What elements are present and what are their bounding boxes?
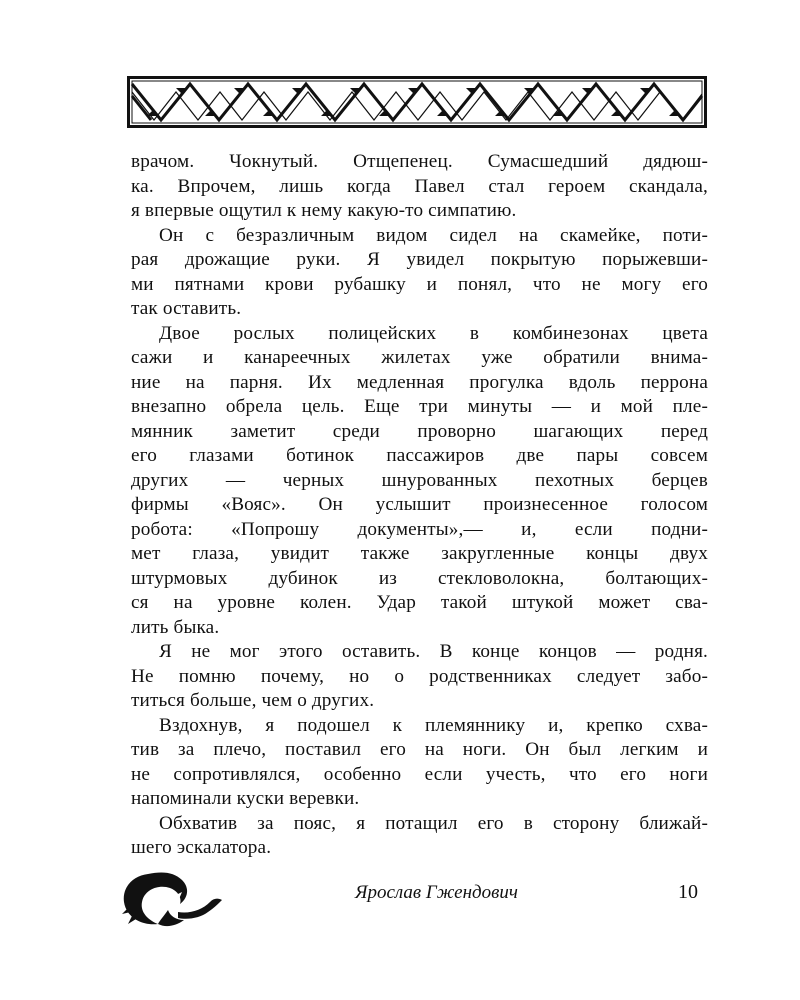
- text-line: других — черных шнурованных пехотных берцев: [131, 469, 708, 491]
- text-line: рая дрожащие руки. Я увидел покрытую порыжевши-: [131, 249, 708, 270]
- text-line: я впервые ощутил к нему какую-то симпатию.: [131, 200, 517, 221]
- paragraph: [131, 322, 708, 641]
- page-number: 10: [678, 881, 698, 903]
- paragraph: [131, 714, 708, 812]
- book-author: Ярослав Гжендович: [355, 882, 518, 903]
- text-line: Я не мог этого оставить. В конце концов — родня.: [159, 641, 708, 662]
- paragraph: [131, 812, 708, 861]
- dragon-icon: [118, 868, 226, 932]
- text-line: фирмы «Вояс». Он услышит произнесенное голосом: [131, 494, 708, 515]
- text-line: врачом. Чокнутый. Отщепенец. Сумасшедший дядюш-: [131, 151, 708, 172]
- text-line: Вздохнув, я подошел к племяннику и, крепко схва-: [159, 714, 708, 736]
- text-line: не сопротивлялся, особенно если учесть, что его ноги: [131, 763, 708, 785]
- decorative-border: [127, 76, 707, 128]
- text-line: так оставить.: [131, 298, 242, 319]
- text-line: Он с безразличным видом сидел на скамейке, поти-: [159, 224, 708, 246]
- text-line: мет глаза, увидит также закругленные концы двух: [131, 543, 708, 564]
- text-line: напоминали куски веревки.: [131, 788, 360, 809]
- paragraph: [131, 150, 708, 224]
- text-line: штурмовых дубинок из стекловолокна, болтающих-: [131, 567, 708, 589]
- text-line: тив за плечо, поставил его на ноги. Он был легким и: [131, 739, 708, 760]
- text-line: его глазами ботинок пассажиров две пары совсем: [131, 445, 708, 466]
- text-line: шего эскалатора.: [131, 837, 272, 858]
- text-line: Не помню почему, но о родственниках следует забо-: [131, 665, 708, 687]
- text-line: Двое рослых полицейских в комбинезонах цвета: [159, 322, 708, 344]
- body-text: [131, 150, 708, 861]
- paragraph: [131, 640, 708, 714]
- text-line: сажи и канареечных жилетах уже обратили внима-: [131, 347, 708, 368]
- text-line: ние на парня. Их медленная прогулка вдоль перрона: [131, 371, 708, 393]
- paragraph: [131, 224, 708, 322]
- text-line: внезапно обрела цель. Еще три минуты — и мой пле-: [131, 396, 708, 417]
- text-line: ся на уровне колен. Удар такой штукой может сва-: [131, 592, 708, 613]
- text-line: лить быка.: [131, 616, 220, 638]
- text-line: Обхватив за пояс, я потащил его в сторону ближай-: [159, 812, 708, 834]
- text-line: ка. Впрочем, лишь когда Павел стал героем скандала,: [131, 175, 708, 197]
- text-line: титься больше, чем о других.: [131, 690, 375, 711]
- text-line: ми пятнами крови рубашку и понял, что не могу его: [131, 273, 708, 295]
- text-line: мянник заметит среди проворно шагающих перед: [131, 420, 708, 442]
- text-line: робота: «Попрошу документы»,— и, если подни-: [131, 518, 708, 540]
